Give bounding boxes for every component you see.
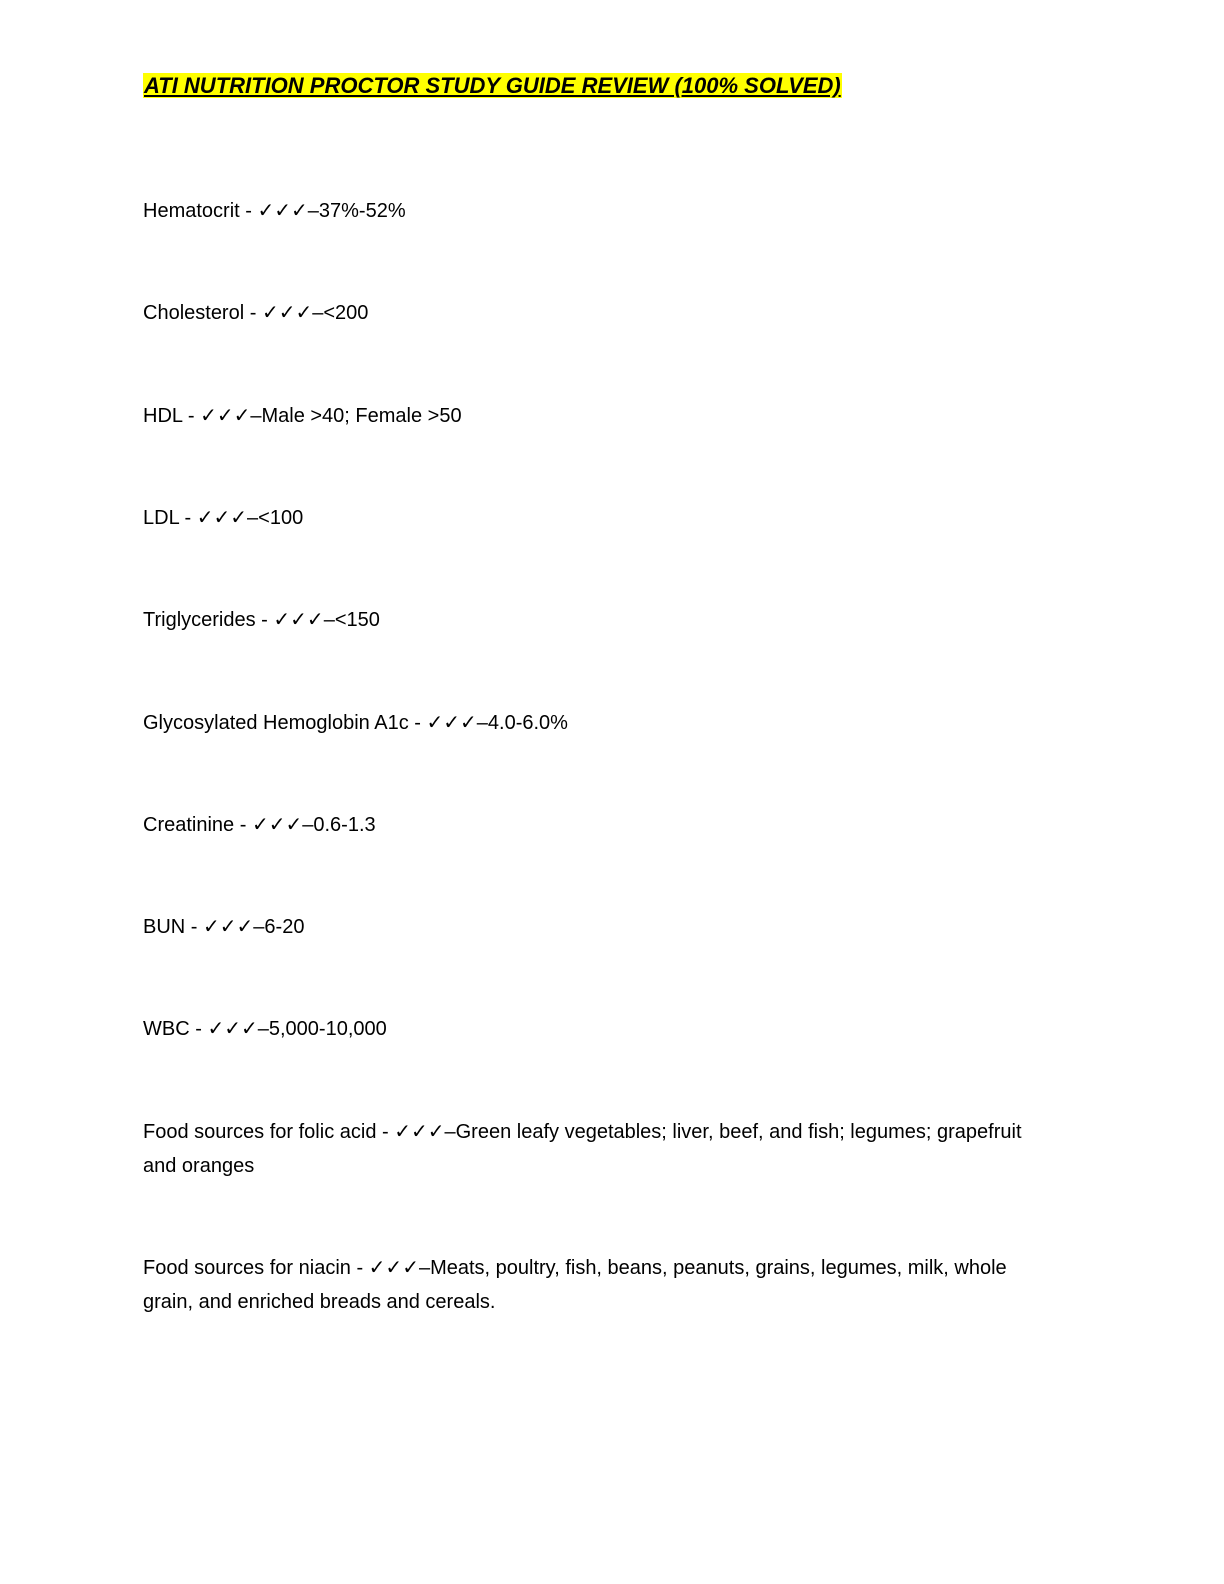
- entry-triglycerides: [143, 602, 1043, 637]
- entry-separator: -: [178, 507, 197, 529]
- entry-separator: -: [255, 609, 274, 631]
- entry-answer: 4.0-6.0%: [487, 712, 568, 734]
- entry-creatinine: [143, 807, 1043, 842]
- entry-separator: -: [239, 200, 258, 222]
- entry-separator: -: [189, 1018, 208, 1040]
- entry-answer: Male >40; Female >50: [261, 405, 462, 427]
- entry-answer: <200: [323, 302, 369, 324]
- entry-cholesterol: [143, 295, 1043, 330]
- entry-answer: 6-20: [264, 916, 305, 938]
- check-marks-icon: ✓✓✓: [200, 403, 251, 427]
- check-marks-icon: ✓✓✓: [207, 1016, 258, 1040]
- check-marks-icon: ✓✓✓: [261, 300, 313, 324]
- answer-prefix: –: [312, 302, 324, 324]
- entry-answer: 37%-52%: [318, 200, 406, 222]
- document-title: [143, 72, 842, 101]
- entry-term: Food sources for folic acid: [143, 1121, 377, 1143]
- answer-prefix: –: [418, 1257, 431, 1279]
- entry-term: Creatinine: [143, 814, 235, 836]
- entry-term: Triglycerides: [143, 609, 256, 631]
- entry-bun: [143, 909, 1043, 944]
- entry-answer: <100: [258, 507, 304, 529]
- answer-prefix: –: [247, 507, 259, 529]
- document-title-text: ATI NUTRITION PROCTOR STUDY GUIDE REVIEW (100% SOLVED): [144, 73, 841, 98]
- check-marks-icon: ✓✓✓: [426, 710, 477, 734]
- answer-prefix: –: [253, 916, 265, 938]
- entry-term: BUN: [143, 916, 186, 938]
- answer-prefix: –: [444, 1121, 456, 1143]
- entry-separator: -: [408, 712, 427, 734]
- answer-prefix: –: [307, 200, 319, 222]
- entry-term: Cholesterol: [143, 302, 245, 324]
- check-marks-icon: ✓✓✓: [257, 198, 308, 222]
- entry-answer: Meats, poultry, fish, beans, peanuts, grains, legumes, milk, whole grain, and enriched breads and cereals.: [143, 1257, 1007, 1313]
- entry-term: Glycosylated Hemoglobin A1c: [143, 712, 409, 734]
- entry-term: WBC: [143, 1018, 190, 1040]
- entry-answer: <150: [334, 609, 380, 631]
- entry-separator: -: [350, 1257, 369, 1279]
- entry-term: Hematocrit: [143, 200, 240, 222]
- entry-ldl: [143, 500, 1043, 535]
- check-marks-icon: ✓✓✓: [196, 505, 248, 529]
- entry-separator: -: [376, 1121, 395, 1143]
- entry-answer: 0.6-1.3: [313, 814, 376, 836]
- entry-folic-acid: [143, 1114, 1043, 1183]
- entry-answer: Green leafy vegetables; liver, beef, and fish; legumes; grapefruit and oranges: [143, 1121, 1022, 1177]
- answer-prefix: –: [323, 609, 335, 631]
- entry-hdl: [143, 398, 1043, 433]
- entry-term: LDL: [143, 507, 179, 529]
- entry-answer: 5,000-10,000: [268, 1018, 387, 1040]
- entry-separator: -: [234, 814, 252, 836]
- entry-separator: -: [244, 302, 262, 324]
- check-marks-icon: ✓✓✓: [203, 914, 254, 938]
- entry-term: Food sources for niacin: [143, 1257, 351, 1279]
- entry-hematocrit: [143, 193, 1043, 228]
- check-marks-icon: ✓✓✓: [273, 607, 324, 631]
- entry-separator: -: [185, 916, 204, 938]
- check-marks-icon: ✓✓✓: [394, 1119, 445, 1143]
- answer-prefix: –: [257, 1018, 269, 1040]
- check-marks-icon: ✓✓✓: [368, 1255, 419, 1279]
- entry-niacin: [143, 1250, 1043, 1319]
- answer-prefix: –: [250, 405, 262, 427]
- answer-prefix: –: [302, 814, 314, 836]
- entry-term: HDL: [143, 405, 183, 427]
- entry-separator: -: [182, 405, 201, 427]
- answer-prefix: –: [476, 712, 488, 734]
- check-marks-icon: ✓✓✓: [251, 812, 303, 836]
- entry-hemoglobin-a1c: [143, 705, 1043, 740]
- entry-wbc: [143, 1011, 1043, 1046]
